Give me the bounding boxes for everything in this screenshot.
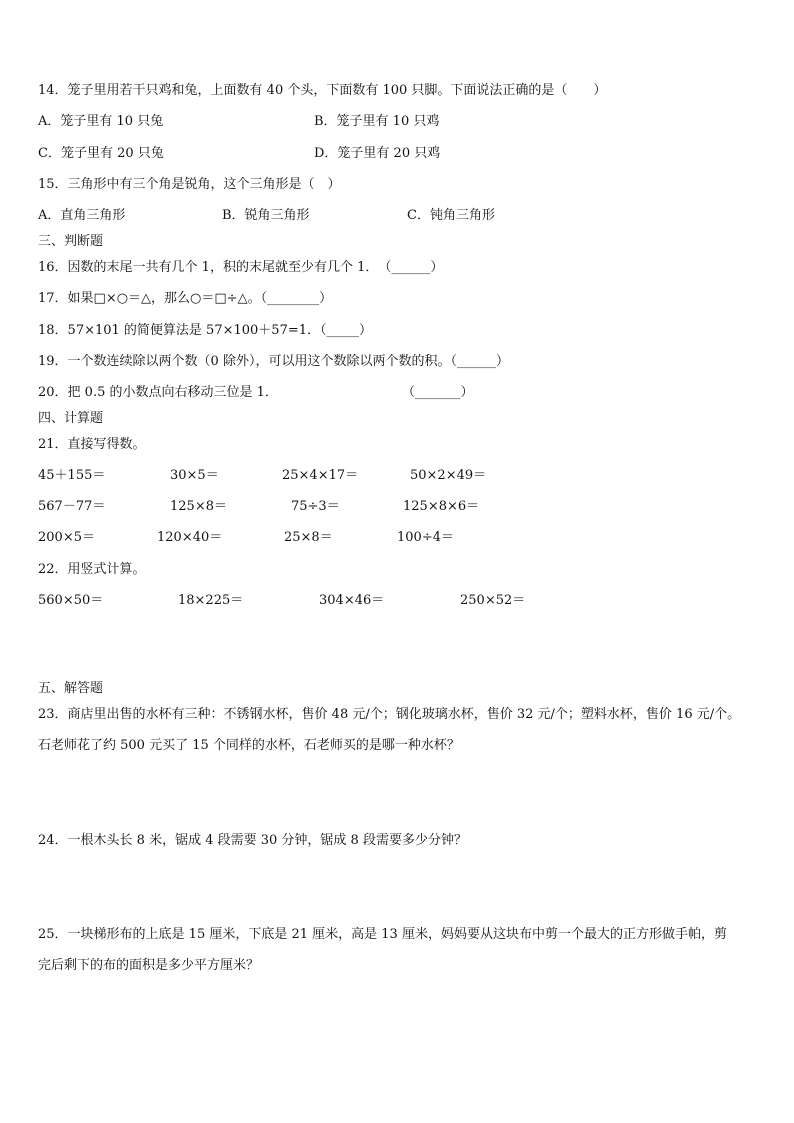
q24-text: 24．一根木头长 8 米，锯成 4 段需要 30 分钟，锯成 8 段需要多少分钟？: [38, 833, 467, 848]
q25-line1: 25．一块梯形布的上底是 15 厘米，下底是 21 厘米，高是 13 厘米，妈妈要从这块布中剪一个最大的正方形做手帕，剪: [38, 927, 727, 942]
q21-item: 30×5＝: [170, 468, 219, 483]
q21-item: 125×8＝: [170, 499, 227, 514]
q23-line2: 石老师花了约 500 元买了 15 个同样的水杯，石老师买的是哪一种水杯？: [38, 738, 460, 753]
q22-stem: 22．用竖式计算。: [38, 562, 146, 577]
q21-item: 25×4×17＝: [282, 468, 359, 483]
q22-item: 250×52＝: [460, 593, 526, 608]
section-title-judgement: 三、判断题: [38, 234, 104, 249]
section-title-word-problems: 五、解答题: [38, 681, 104, 696]
q21-stem: 21．直接写得数。: [38, 437, 146, 452]
q21-item: 100÷4＝: [397, 530, 454, 545]
q21-item: 200×5＝: [38, 530, 95, 545]
q18-text: 18．57×101 的简便算法是 57×100＋57=1．（_____）: [38, 323, 373, 338]
q20-answer-blank: （_______）: [402, 385, 474, 400]
q21-item: 50×2×49＝: [410, 468, 487, 483]
q25-line2: 完后剩下的布的面积是多少平方厘米？: [38, 958, 260, 973]
q22-item: 560×50＝: [38, 593, 104, 608]
q14-option-a: A．笼子里有 10 只兔: [38, 114, 164, 129]
q22-item: 304×46＝: [319, 593, 385, 608]
q14-option-c: C．笼子里有 20 只兔: [38, 146, 164, 161]
q15-option-b: B．锐角三角形: [222, 208, 310, 223]
section-title-calculation: 四、计算题: [38, 411, 104, 426]
q21-item: 45＋155＝: [38, 468, 106, 483]
q16-text: 16．因数的末尾一共有几个 1，积的末尾就至少有几个 1． （______）: [38, 260, 444, 275]
q21-item: 75÷3＝: [291, 499, 340, 514]
q14-stem: 14．笼子里用若干只鸡和兔，上面数有 40 个头，下面数有 100 只脚。下面说法正确的是（ ）: [38, 83, 607, 98]
q15-option-a: A．直角三角形: [38, 208, 126, 223]
q15-stem: 15．三角形中有三个角是锐角，这个三角形是（ ）: [38, 177, 341, 192]
q17-text: 17．如果□×○＝△，那么○＝□÷△。（________）: [38, 291, 333, 306]
q14-option-d: D．笼子里有 20 只鸡: [314, 146, 441, 161]
q19-text: 19．一个数连续除以两个数（0 除外），可以用这个数除以两个数的积。（______）: [38, 354, 509, 369]
q21-item: 125×8×6＝: [403, 499, 480, 514]
q21-item: 567－77＝: [38, 499, 106, 514]
q14-option-b: B．笼子里有 10 只鸡: [314, 114, 440, 129]
q22-item: 18×225＝: [178, 593, 244, 608]
q15-option-c: C．钝角三角形: [407, 208, 495, 223]
q21-item: 25×8＝: [284, 530, 333, 545]
q21-item: 120×40＝: [157, 530, 223, 545]
q23-line1: 23．商店里出售的水杯有三种：不锈钢水杯，售价 48 元/个；钢化玻璃水杯，售价 32 元/个；塑料水杯，售价 16 元/个。: [38, 707, 741, 722]
q20-text: 20．把 0.5 的小数点向右移动三位是 1．: [38, 385, 278, 400]
